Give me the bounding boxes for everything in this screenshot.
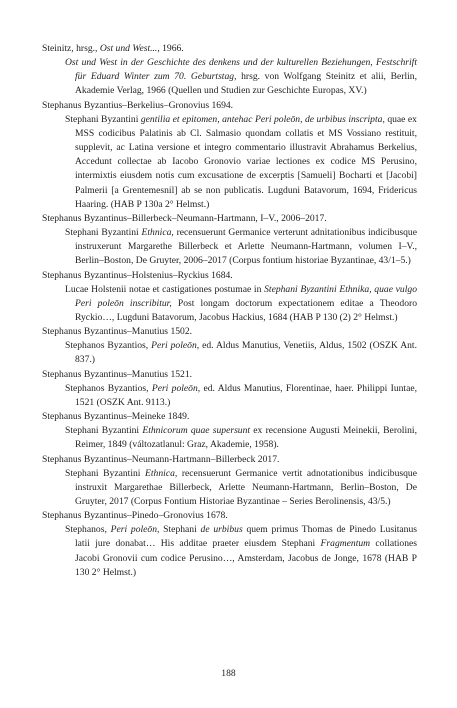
text-run: , quae ex MSS codicibus Palatinis ab Cl. Salmasio quondam collatis et MS Vossiano restituit, supplevit, ac Latina versione et integro commentario illustravit Abrahamus Berkelius, Accedunt collectae ab Iacobo Gronovio variae lectiones ex codice MS Perusino, intermixtis eiusdem notis cum excusatione de excerptis [Samueli] Bocharti et [Jacobi] Palmerii [a Grentemesnil] ab se non publicatis. Lugduni Batavorum, 1694, Fridericus Haaring. (HAB P 130a 2° Helmst.) <box>75 113 417 210</box>
text-run: Lucae Holstenii notae et castigationes postumae in <box>65 283 265 295</box>
bibliography-entry <box>42 212 417 269</box>
text-run: , recensuerunt Germanice vertit adnotationibus indicibusque instruxit Margarethae Billerbeck, Arlette Neumann-Hartmann, Berlin–Boston, De Gruyter, 2017 (Corpus Fontium Historiae Byzantinae – Series Berolinensis, 43/5.) <box>75 467 417 507</box>
entry-heading <box>42 99 417 113</box>
text-run: Stephanus Byzantinus–Meineke 1849. <box>42 411 190 423</box>
page-number: 188 <box>221 668 236 679</box>
bibliography-entry <box>42 368 417 410</box>
text-run: Stephanus Byzantinus–Holstenius–Ryckius 1684. <box>42 269 233 281</box>
italic-title-run: Ethnica <box>141 227 172 239</box>
text-run: Stephani Byzantini <box>65 425 143 437</box>
text-run: Post longam doctorum expectationem editae a Theodoro Ryckio…, Lugduni Batavorum, Jacobus Hackius, 1684 (HAB P 130 (2) 2° Helmst.) <box>75 297 417 323</box>
entry-heading <box>42 42 417 56</box>
bibliography-entry <box>42 269 417 326</box>
bibliography-entry <box>42 509 417 580</box>
text-run: Steinitz, hrsg., <box>42 43 100 54</box>
text-run: Stephanus Byzantinus–Manutius 1521. <box>42 368 193 380</box>
text-run: Stephani Byzantini <box>65 113 141 125</box>
entry-heading <box>42 410 417 424</box>
text-run: Stephani Byzantini <box>65 467 146 479</box>
bibliography-entry <box>42 42 417 99</box>
text-run: ex recensione Augusti Meinekii, Berolini, Reimer, 1849 (változatlanul: Graz, Akademie, 1958). <box>75 425 417 451</box>
text-run: , ed. Aldus Manutius, Venetiis, Aldus, 1502 (OSZK Ant. 837.) <box>75 340 417 366</box>
text-run: , hrsg. von Wolfgang Steinitz et alii, Berlin, Akademie Verlag, 1966 (Quellen und Studien zur Geschichte Europas, XV.) <box>75 71 417 97</box>
entry-citation <box>65 467 417 509</box>
italic-title-run: Peri poleōn <box>110 524 158 536</box>
entry-citation <box>63 283 417 325</box>
italic-title-run: de urbibus <box>200 524 243 536</box>
italic-title-run: Ethnicorum quae supersunt <box>142 425 251 437</box>
bibliography-entry <box>42 453 417 510</box>
italic-title-run: Fragmentum <box>320 538 371 550</box>
text-run: Stephanus Byzantinus–Manutius 1502. <box>42 326 193 338</box>
italic-title-run: Ost und West in der Geschichte des denkens und der kulturellen Beziehungen, Festschrift für Eduard Winter zum 70. Geburtstag <box>65 57 417 83</box>
text-run: Stephanos, <box>65 524 111 536</box>
bibliography-list <box>42 42 417 580</box>
entry-heading <box>42 368 417 382</box>
entry-heading <box>42 325 417 339</box>
italic-title-run: Peri poleōn <box>151 340 197 352</box>
italic-title-run: Ethnica <box>145 467 175 479</box>
text-run: Stephanus Byzantinus–Neumann-Hartmann–Billerbeck 2017. <box>42 453 280 465</box>
entry-citation <box>65 339 417 367</box>
text-run: , recensuerunt Germanice verterunt adnitationibus indicibusque instruxerunt Margarethe Billerbeck et Arlette Neumann-Hartmann, volumen I–V., Berlin–Boston, De Gruyter, 2006–2017 (Corpus fontium historiae Byzantinae, 43/1–5.) <box>75 227 417 267</box>
italic-title-run: Stephani Byzantini Ethnika, quae vulgo Peri poleōn inscribitur, <box>75 283 417 309</box>
text-run: collationes Jacobi Gronovii cum codice Perusino…, Amsterdam, Jacobus de Jonge, 1678 (HAB P 130 2° Helmst.) <box>75 538 417 578</box>
entry-citation <box>65 424 417 452</box>
text-run: Stephanus Byzantinus–Pinedo–Gronovius 1678. <box>42 510 228 522</box>
entry-heading <box>42 453 417 467</box>
entry-citation <box>65 382 417 410</box>
text-run: Stephani Byzantini <box>65 227 142 239</box>
text-run: , 1966. <box>157 43 184 54</box>
bibliography-entry <box>42 325 417 367</box>
text-run: Stephanos Byzantios, <box>65 382 152 394</box>
entry-citation <box>65 113 417 212</box>
italic-title-run: Ost und West... <box>99 43 158 54</box>
bibliography-entry <box>42 99 417 212</box>
entry-citation <box>66 56 417 98</box>
text-run: , ed. Aldus Manutius, Florentinae, haer. Philippi Iuntae, 1521 (OSZK Ant. 9113.) <box>75 382 417 408</box>
entry-citation <box>65 226 417 268</box>
entry-heading <box>42 212 417 226</box>
entry-citation <box>65 523 417 580</box>
text-run: Stephanus Byzantius–Berkelius–Gronovius 1694. <box>42 99 234 111</box>
text-run: Stephanus Byzantinus–Billerbeck–Neumann-Hartmann, I–V., 2006–2017. <box>42 212 327 224</box>
entry-heading <box>42 509 417 523</box>
text-run: , Stephani <box>157 524 201 536</box>
text-run: Stephanos Byzantios, <box>65 340 152 352</box>
bibliography-entry <box>42 410 417 452</box>
italic-title-run: gentilia et epitomen, antehac Peri poleōn, de urbibus inscripta <box>140 113 383 125</box>
entry-heading <box>42 269 417 283</box>
italic-title-run: Peri poleōn <box>151 382 198 394</box>
text-run: quem primus Thomas de Pinedo Lusitanus latii jure donabat… His additae praeter eiusdem Stephani <box>75 524 417 550</box>
